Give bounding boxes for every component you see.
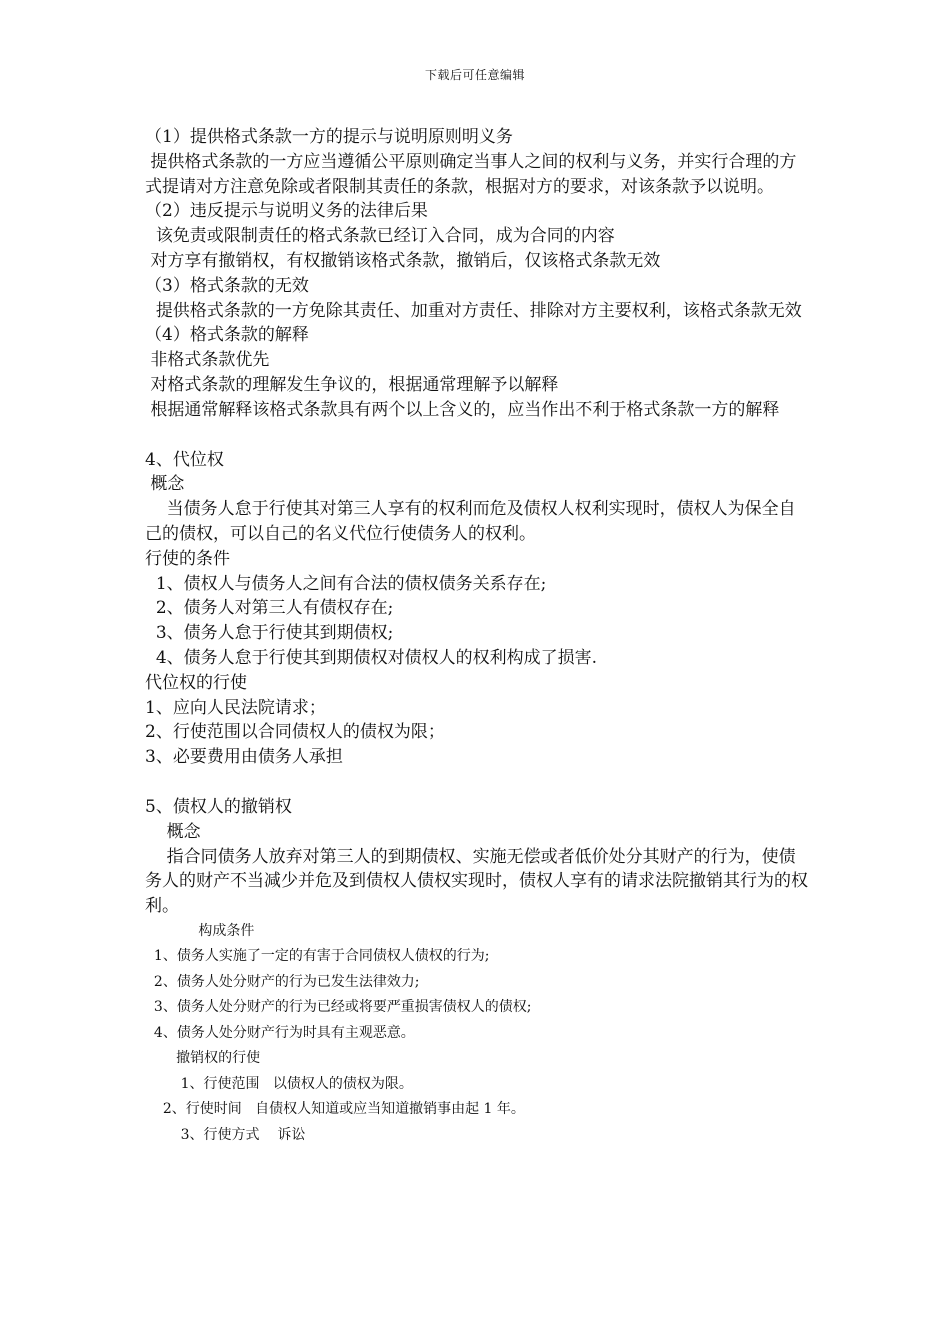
revocation-concept: 指合同债务人放弃对第三人的到期债权、实施无偿或者低价处分其财产的行为，使债务人的财产不当减少并危及到债权人债权实现时，债权人享有的请求法院撤销其行为的权利。 [145, 846, 808, 917]
document-body [145, 125, 809, 1148]
list-item: 3、行使方式 诉讼 [145, 1126, 306, 1143]
list-item: 4、债务人处分财产行为时具有主观恶意。 [145, 1024, 415, 1041]
spacer [145, 770, 809, 795]
revocation-exercise-label: 撤销权的行使 [145, 1050, 261, 1067]
paragraph-1: 提供格式条款的一方应当遵循公平原则确定当事人之间的权利与义务，并实行合理的方式提请对方注意免除或者限制其责任的条款，根据对方的要求，对该条款予以说明。 [145, 151, 797, 197]
list-item: 1、行使范围 以债权人的债权为限。 [145, 1075, 413, 1092]
paragraph-3: 提供格式条款的一方免除其责任、加重对方责任、排除对方主要权利，该格式条款无效 [145, 300, 802, 321]
list-item: 2、行使时间 自债权人知道或应当知道撤销事由起 1 年。 [145, 1101, 525, 1118]
paragraph-2b: 对方享有撤销权，有权撤销该格式条款，撤销后，仅该格式条款无效 [145, 250, 661, 271]
heading-1: （1）提供格式条款一方的提示与说明原则明义务 [145, 127, 513, 147]
revocation-concept-label: 概念 [145, 821, 201, 842]
subrogation-exercise-label: 代位权的行使 [145, 672, 247, 693]
spacer [145, 423, 809, 448]
subrogation-concept-label: 概念 [145, 474, 185, 495]
heading-4: （4）格式条款的解释 [145, 325, 309, 346]
heading-2: （2）违反提示与说明义务的法律后果 [145, 201, 428, 222]
page-header: 下载后可任意编辑 [424, 68, 525, 82]
subrogation-concept: 当债务人怠于行使其对第三人享有的权利而危及债权人权利实现时，债权人为保全自己的债权，可以自己的名义代位行使债务人的权利。 [145, 499, 796, 544]
list-item: 3、债务人怠于行使其到期债权; [145, 623, 394, 644]
paragraph-4c: 根据通常解释该格式条款具有两个以上含义的，应当作出不利于格式条款一方的解释 [145, 399, 780, 420]
heading-3: （3）格式条款的无效 [145, 275, 309, 296]
list-item: 4、债务人怠于行使其到期债权对债权人的权利构成了损害. [145, 647, 598, 668]
list-item: 3、必要费用由债务人承担 [145, 747, 343, 768]
subrogation-conditions-label: 行使的条件 [145, 548, 230, 569]
list-item: 2、债务人对第三人有债权存在; [145, 598, 394, 619]
list-item: 1、债务人实施了一定的有害于合同债权人债权的行为; [145, 948, 490, 965]
list-item: 3、债务人处分财产的行为已经或将要严重损害债权人的债权; [145, 999, 532, 1016]
revocation-conditions-label: 构成条件 [145, 922, 255, 939]
subrogation-title: 4、代位权 [145, 449, 224, 470]
paragraph-2a: 该免责或限制责任的格式条款已经订入合同，成为合同的内容 [145, 226, 615, 247]
paragraph-4b: 对格式条款的理解发生争议的，根据通常理解予以解释 [145, 374, 559, 395]
paragraph-4a: 非格式条款优先 [145, 350, 270, 371]
list-item: 2、债务人处分财产的行为已发生法律效力; [145, 973, 420, 990]
revocation-title: 5、债权人的撤销权 [145, 796, 292, 817]
list-item: 1、债权人与债务人之间有合法的债权债务关系存在; [145, 573, 547, 594]
list-item: 2、行使范围以合同债权人的债权为限； [145, 722, 445, 743]
list-item: 1、应向人民法院请求； [145, 697, 326, 718]
